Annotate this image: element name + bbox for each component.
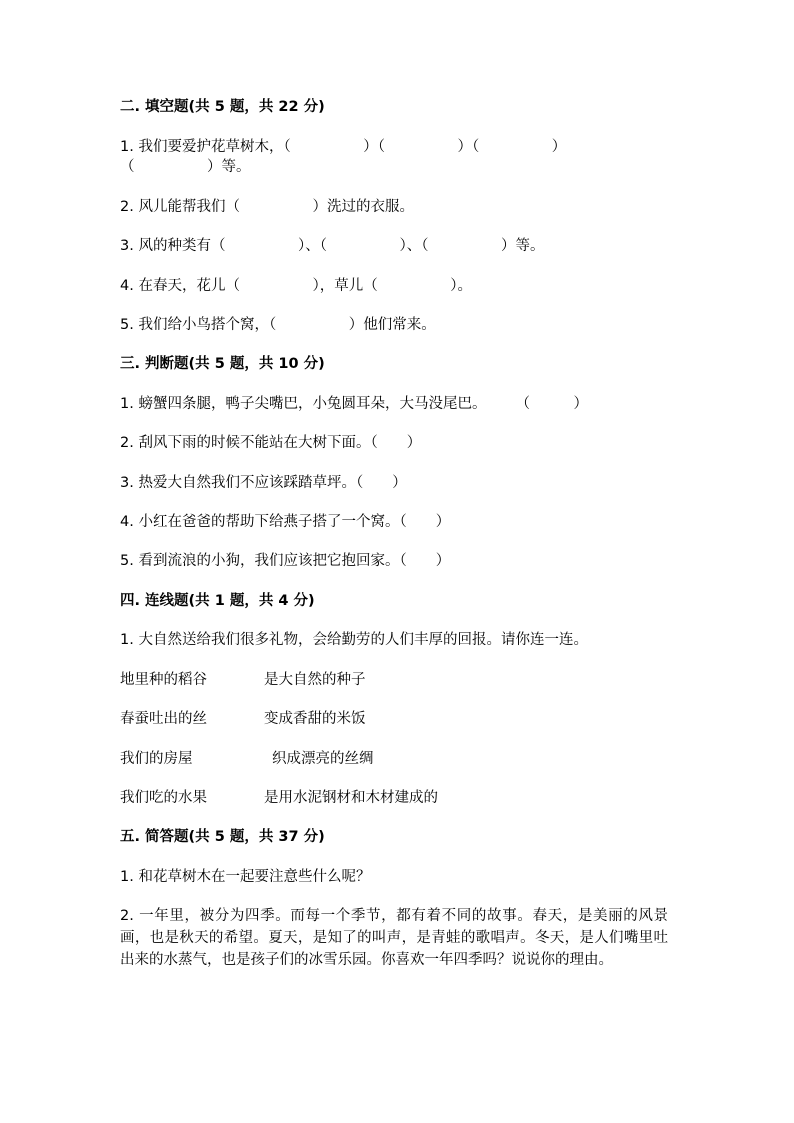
fill-question-1-line-1: 1. 我们要爱护花草树木，（ ）（ ）（ ） (120, 139, 567, 155)
section-heading-judge: 三. 判断题(共 5 题，共 10 分) (120, 356, 325, 372)
judge-question-1: 1. 螃蟹四条腿，鸭子尖嘴巴，小兔圆耳朵，大马没尾巴。 （ ） (120, 396, 588, 412)
match-question-1: 1. 大自然送给我们很多礼物，会给勤劳的人们丰厚的回报。请你连一连。 (120, 632, 588, 648)
judge-question-4: 4. 小红在爸爸的帮助下给燕子搭了一个窝。（ ） (120, 514, 451, 530)
short-question-2: 2. 一年里，被分为四季。而每一个季节，都有着不同的故事。春天，是美丽的风景画，也是秋天的希望。夏天，是知了的叫声，是青蛙的歌唱声。冬天，是人们嘴里吐出来的水蒸气，也是孩子们的冰雪乐园。你喜欢一年四季吗？说说你的理由。 (120, 908, 668, 968)
short-question-1: 1. 和花草树木在一起要注意些什么呢？ (120, 869, 371, 885)
judge-question-3: 3. 热爱大自然我们不应该踩踏草坪。（ ） (120, 475, 407, 491)
match-right-item-3: 织成漂亮的丝绸 (272, 751, 374, 767)
fill-question-1-line-2: （ ）等。 (120, 159, 251, 175)
fill-question-5: 5. 我们给小鸟搭个窝，（ ）他们常来。 (120, 317, 436, 333)
judge-question-2: 2. 刮风下雨的时候不能站在大树下面。（ ） (120, 435, 422, 451)
fill-question-3: 3. 风的种类有（ ）、（ ）、（ ）等。 (120, 238, 545, 254)
match-right-item-4: 是用水泥钢材和木材建成的 (264, 790, 438, 806)
match-right-item-2: 变成香甜的米饭 (264, 711, 366, 727)
match-left-item-2: 春蚕吐出的丝 (120, 711, 207, 727)
match-left-item-3: 我们的房屋 (120, 751, 193, 767)
fill-question-2: 2. 风儿能帮我们（ ）洗过的衣服。 (120, 199, 414, 215)
section-heading-short: 五. 简答题(共 5 题，共 37 分) (120, 829, 325, 845)
judge-question-5: 5. 看到流浪的小狗，我们应该把它抱回家。（ ） (120, 553, 451, 569)
section-heading-match: 四. 连线题(共 1 题，共 4 分) (120, 593, 315, 609)
match-left-item-4: 我们吃的水果 (120, 790, 207, 806)
match-right-item-1: 是大自然的种子 (264, 672, 366, 688)
match-left-item-1: 地里种的稻谷 (120, 672, 207, 688)
fill-question-4: 4. 在春天，花儿（ ），草儿（ ）。 (120, 278, 472, 294)
section-heading-fill: 二. 填空题(共 5 题，共 22 分) (120, 99, 325, 115)
